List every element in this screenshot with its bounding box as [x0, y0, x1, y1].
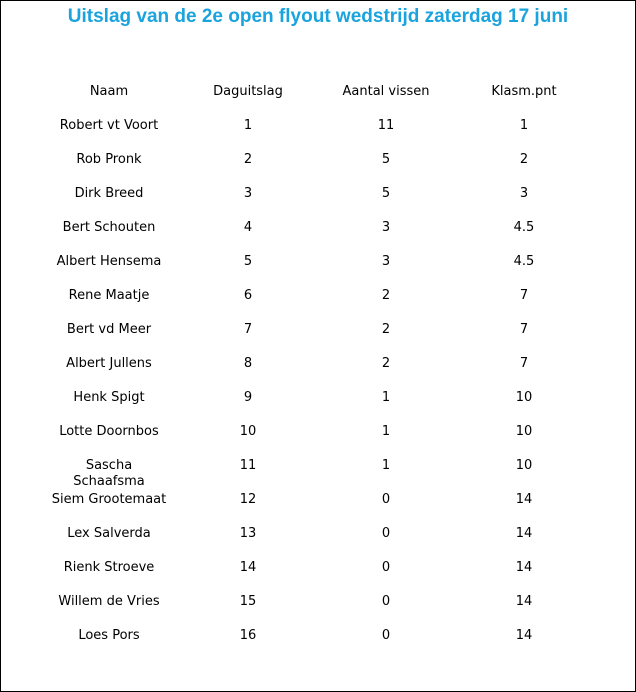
table-cell-name: Willem de Vries — [58, 594, 160, 609]
table-cell-aantal-vissen: 0 — [381, 628, 391, 643]
table-cell-klasm-pnt: 14 — [515, 492, 533, 507]
table-cell-aantal-vissen: 1 — [381, 424, 391, 439]
table-cell-klasm-pnt: 3 — [519, 186, 529, 201]
header-aantal-vissen: Aantal vissen — [342, 84, 430, 99]
table-cell-name: Lex Salverda — [67, 526, 151, 541]
table-cell-daguitslag: 4 — [243, 220, 253, 235]
table-cell-daguitslag: 8 — [243, 356, 253, 371]
table-cell-name: Rob Pronk — [76, 152, 142, 167]
table-cell-aantal-vissen: 2 — [381, 356, 391, 371]
table-cell-daguitslag: 15 — [239, 594, 257, 609]
table-cell-klasm-pnt: 4.5 — [513, 220, 535, 235]
table-cell-aantal-vissen: 0 — [381, 560, 391, 575]
table-cell-aantal-vissen: 1 — [381, 458, 391, 473]
table-cell-aantal-vissen: 11 — [377, 118, 395, 133]
table-cell-klasm-pnt: 7 — [519, 288, 529, 303]
table-cell-klasm-pnt: 10 — [515, 424, 533, 439]
header-naam: Naam — [89, 84, 129, 99]
table-cell-name: Albert Jullens — [66, 356, 152, 371]
table-cell-klasm-pnt: 14 — [515, 628, 533, 643]
table-cell-name: Albert Hensema — [56, 254, 162, 269]
table-cell-klasm-pnt: 14 — [515, 560, 533, 575]
table-cell-aantal-vissen: 3 — [381, 220, 391, 235]
table-cell-name: Robert vt Voort — [59, 118, 159, 133]
table-cell-name: Bert vd Meer — [66, 322, 152, 337]
table-cell-aantal-vissen: 1 — [381, 390, 391, 405]
table-cell-name: Rienk Stroeve — [63, 560, 155, 575]
table-cell-aantal-vissen: 0 — [381, 492, 391, 507]
table-cell-daguitslag: 16 — [239, 628, 257, 643]
table-cell-klasm-pnt: 4.5 — [513, 254, 535, 269]
table-cell-aantal-vissen: 2 — [381, 322, 391, 337]
table-cell-name: Loes Pors — [78, 628, 140, 643]
table-cell-name: Siem Grootemaat — [51, 492, 167, 507]
table-cell-aantal-vissen: 0 — [381, 594, 391, 609]
table-cell-klasm-pnt: 10 — [515, 390, 533, 405]
header-klasm-pnt: Klasm.pnt — [491, 84, 557, 99]
table-cell-aantal-vissen: 0 — [381, 526, 391, 541]
table-cell-name: Bert Schouten — [62, 220, 156, 235]
table-cell-klasm-pnt: 1 — [519, 118, 529, 133]
table-cell-daguitslag: 6 — [243, 288, 253, 303]
table-cell-klasm-pnt: 14 — [515, 526, 533, 541]
table-cell-daguitslag: 5 — [243, 254, 253, 269]
header-daguitslag: Daguitslag — [213, 84, 283, 99]
table-cell-daguitslag: 1 — [243, 118, 253, 133]
table-cell-name: Henk Spigt — [73, 390, 145, 405]
table-cell-daguitslag: 9 — [243, 390, 253, 405]
table-cell-name: Sascha Schaafsma — [73, 458, 145, 489]
table-cell-daguitslag: 11 — [239, 458, 257, 473]
table-cell-aantal-vissen: 3 — [381, 254, 391, 269]
table-cell-daguitslag: 7 — [243, 322, 253, 337]
table-cell-daguitslag: 10 — [239, 424, 257, 439]
table-cell-aantal-vissen: 2 — [381, 288, 391, 303]
table-cell-name: Rene Maatje — [68, 288, 150, 303]
table-cell-aantal-vissen: 5 — [381, 152, 391, 167]
table-cell-name: Lotte Doornbos — [59, 424, 159, 439]
table-cell-daguitslag: 2 — [243, 152, 253, 167]
table-cell-daguitslag: 12 — [239, 492, 257, 507]
table-cell-daguitslag: 14 — [239, 560, 257, 575]
page-title: Uitslag van de 2e open flyout wedstrijd zaterdag 17 juni — [67, 6, 569, 27]
table-cell-klasm-pnt: 10 — [515, 458, 533, 473]
table-cell-name: Dirk Breed — [74, 186, 144, 201]
table-cell-aantal-vissen: 5 — [381, 186, 391, 201]
table-cell-klasm-pnt: 7 — [519, 356, 529, 371]
table-cell-klasm-pnt: 7 — [519, 322, 529, 337]
table-cell-klasm-pnt: 14 — [515, 594, 533, 609]
table-cell-klasm-pnt: 2 — [519, 152, 529, 167]
table-cell-daguitslag: 3 — [243, 186, 253, 201]
table-cell-daguitslag: 13 — [239, 526, 257, 541]
